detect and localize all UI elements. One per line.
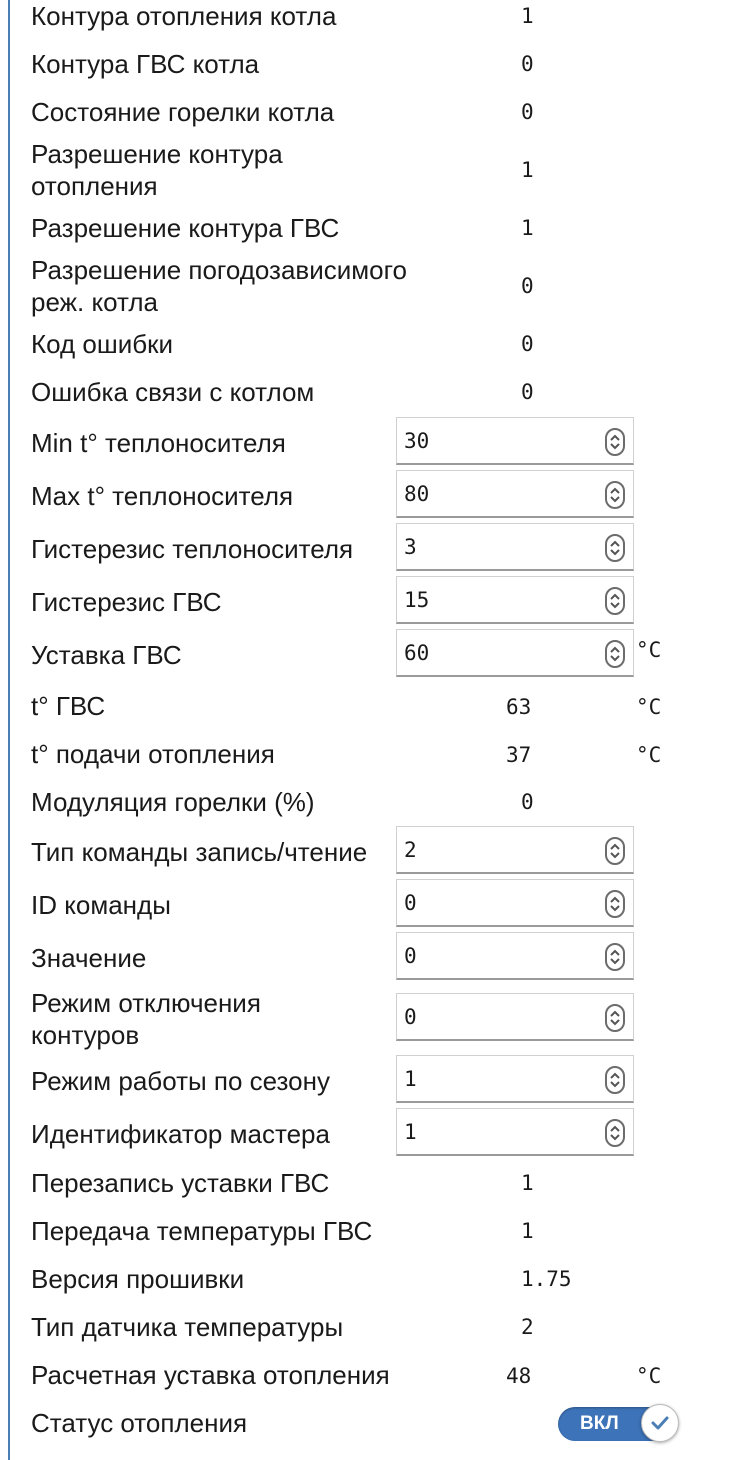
row-label: Перезапись уставки ГВС [31,1168,330,1198]
row-value: 0 [521,332,534,356]
dhw-hysteresis-input[interactable] [396,576,634,624]
season-mode-input[interactable] [396,1055,634,1103]
row-label: Разрешение погодозависимого реж. котла [31,255,407,317]
row-dhw-temp [0,690,752,724]
row-weather-mode [0,254,752,320]
row-label: Контура ГВС котла [31,49,260,79]
row-label: Тип датчика температуры [31,1312,344,1342]
row-value: 1 [521,158,534,182]
row-value: 2 [521,1315,534,1339]
row-value: 0 [521,380,534,404]
row-label: Режим отключения контуров [31,988,261,1050]
unit-label: °C [636,638,662,662]
master-id-input[interactable] [396,1108,634,1156]
row-dhw-circuit [0,48,752,82]
row-heating-enable [0,138,752,204]
row-value: 0 [521,100,534,124]
row-command-id [0,879,752,929]
max-temp-input[interactable] [396,470,634,518]
row-command-type [0,826,752,876]
row-master-id [0,1108,752,1158]
row-label: Уставка ГВС [31,640,182,670]
dhw-setpoint-input[interactable] [396,629,634,677]
command-type-input[interactable] [396,826,634,874]
row-value: 1 [521,4,534,28]
row-comm-error [0,376,752,410]
row-firmware-version [0,1263,752,1297]
stepper-icon[interactable] [605,534,625,562]
row-value: 0 [521,52,534,76]
row-coolant-hysteresis [0,523,752,573]
row-heating-status [0,1405,752,1445]
row-supply-temp [0,738,752,772]
row-label: Тип команды запись/чтение [31,837,368,867]
input-value: 0 [404,944,417,968]
row-label: Статус отопления [31,1408,248,1438]
toggle-label: ВКЛ [580,1413,619,1434]
row-dhw-setpoint [0,629,752,679]
row-value: 1 [521,216,534,240]
row-label: Гистерезис ГВС [31,587,222,617]
row-error-code [0,328,752,362]
stepper-icon[interactable] [605,837,625,865]
row-command-value [0,932,752,982]
min-temp-input[interactable] [396,417,634,465]
row-label: Max t° теплоносителя [31,481,294,511]
row-value: 1.75 [521,1267,572,1291]
row-label: Режим работы по сезону [31,1066,330,1096]
stepper-icon[interactable] [605,1066,625,1094]
row-burner-modulation [0,786,752,820]
row-value: 0 [521,274,534,298]
row-label: Min t° теплоносителя [31,428,286,458]
stepper-icon[interactable] [605,640,625,668]
stepper-icon[interactable] [605,1004,625,1032]
row-heating-circuit [0,0,752,34]
row-label: t° подачи отопления [31,739,275,769]
input-value: 1 [404,1120,417,1144]
row-label: Гистерезис теплоносителя [31,534,354,564]
row-label: Разрешение контура ГВС [31,213,340,243]
row-value: 1 [521,1219,534,1243]
unit-label: °C [636,695,662,719]
row-value: 0 [521,790,534,814]
row-label: Разрешение контура отопления [31,139,283,201]
row-dhw-enable [0,212,752,246]
unit-label: °C [636,743,662,767]
coolant-hysteresis-input[interactable] [396,523,634,571]
circuit-off-mode-input[interactable] [396,993,634,1041]
stepper-icon[interactable] [605,481,625,509]
command-id-input[interactable] [396,879,634,927]
input-value: 3 [404,535,417,559]
row-label: Значение [31,943,147,973]
row-label: Код ошибки [31,329,174,359]
row-label: Идентификатор мастера [31,1119,330,1149]
heating-status-toggle[interactable] [558,1407,676,1441]
input-value: 15 [404,588,430,612]
row-label: Ошибка связи с котлом [31,377,315,407]
row-max-temp [0,470,752,520]
row-label: Контура отопления котла [31,1,337,31]
row-label: Состояние горелки котла [31,97,335,127]
row-dhw-temp-transfer [0,1215,752,1249]
check-icon [641,1404,679,1442]
input-value: 1 [404,1067,417,1091]
row-label: Передача температуры ГВС [31,1216,373,1246]
input-value: 2 [404,838,417,862]
row-sensor-type [0,1311,752,1345]
row-dhw-setpoint-override [0,1167,752,1201]
row-burner-state [0,96,752,130]
row-value: 48 [506,1364,532,1388]
row-value: 1 [521,1171,534,1195]
input-value: 30 [404,429,430,453]
row-label: t° ГВС [31,691,106,721]
row-value: 63 [506,695,532,719]
row-label: Расчетная уставка отопления [31,1360,390,1390]
row-label: ID команды [31,890,171,920]
stepper-icon[interactable] [605,1119,625,1147]
row-label: Модуляция горелки (%) [31,787,315,817]
row-calculated-setpoint [0,1359,752,1393]
command-value-input[interactable] [396,932,634,980]
row-value: 37 [506,743,532,767]
input-value: 0 [404,891,417,915]
stepper-icon[interactable] [605,943,625,971]
stepper-icon[interactable] [605,428,625,456]
input-value: 60 [404,641,430,665]
row-min-temp [0,417,752,467]
unit-label: °C [636,1364,662,1388]
row-label: Версия прошивки [31,1264,245,1294]
row-circuit-off-mode [0,985,752,1051]
stepper-icon[interactable] [605,587,625,615]
input-value: 80 [404,482,430,506]
input-value: 0 [404,1005,417,1029]
row-dhw-hysteresis [0,576,752,626]
stepper-icon[interactable] [605,890,625,918]
row-season-mode [0,1055,752,1105]
